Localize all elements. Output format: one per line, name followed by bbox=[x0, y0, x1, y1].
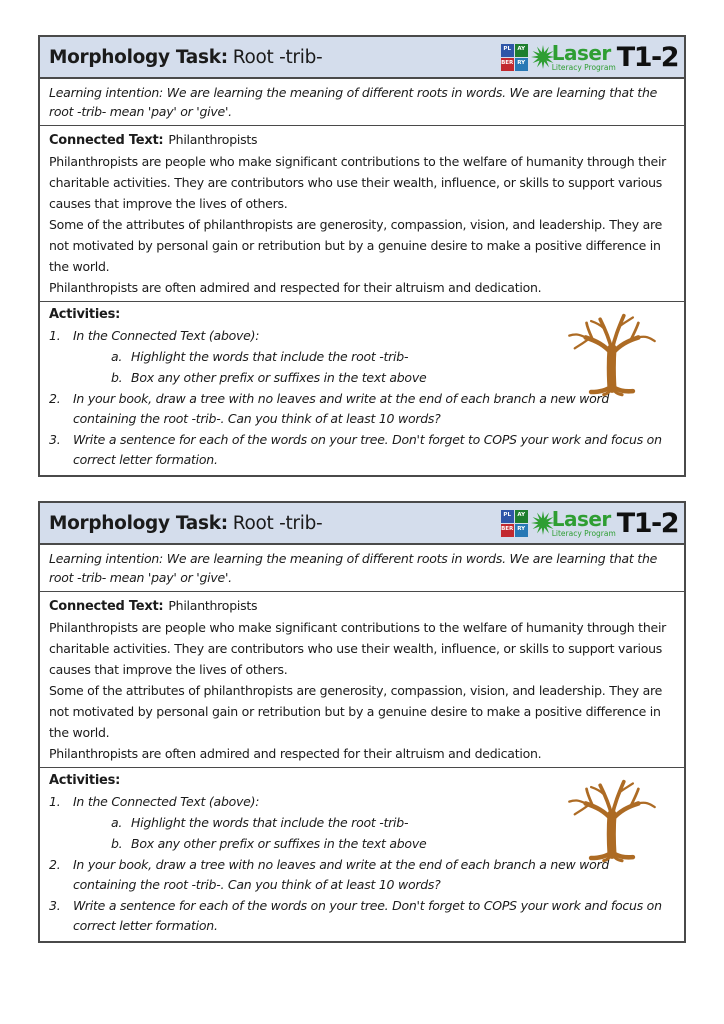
page-title bbox=[49, 47, 322, 68]
list-item bbox=[49, 430, 675, 470]
connected-text-title: Philanthropists bbox=[168, 132, 258, 147]
page-title bbox=[49, 513, 322, 534]
list-item bbox=[49, 896, 675, 936]
item-text: Write a sentence for each of the words on your tree. Don't forget to COPS your work and focus on correct letter formation. bbox=[73, 432, 662, 467]
puzzle-tile: AY bbox=[515, 510, 528, 523]
bare-tree-icon bbox=[562, 772, 662, 864]
puzzle-tile: PL bbox=[501, 510, 514, 523]
item-marker: 1. bbox=[49, 794, 61, 809]
connected-text-heading bbox=[49, 129, 675, 151]
laser-name: Laser bbox=[551, 506, 611, 531]
activities-label: Activities: bbox=[49, 773, 121, 788]
laser-name: Laser bbox=[551, 40, 611, 65]
term-tag: T1-2 bbox=[616, 507, 678, 539]
title-root: Root -trib- bbox=[232, 46, 323, 68]
item-text: Highlight the words that include the root -trib- bbox=[131, 349, 409, 364]
title-label: Morphology Task: bbox=[49, 512, 228, 534]
item-text: Write a sentence for each of the words on your tree. Don't forget to COPS your work and focus on correct letter formation. bbox=[73, 898, 662, 933]
item-text: In your book, draw a tree with no leaves and write at the end of each branch a new word containing the root -trib-. Can you think of at least 10 words? bbox=[73, 857, 610, 892]
laser-subtitle: Literacy Program bbox=[551, 62, 616, 72]
item-marker: a. bbox=[111, 815, 123, 830]
activities-section bbox=[40, 302, 684, 475]
connected-text-section bbox=[40, 592, 684, 768]
connected-text-label: Connected Text: bbox=[49, 133, 164, 148]
item-marker: b. bbox=[111, 370, 123, 385]
puzzle-tile: BER bbox=[501, 524, 514, 537]
paragraph: Some of the attributes of philanthropists are generosity, compassion, vision, and leadership. They are not motivated by personal gain or retribution but by a genuine desire to make a positive difference in the world. bbox=[49, 217, 663, 274]
activities-section bbox=[40, 768, 684, 941]
item-text: In the Connected Text (above): bbox=[73, 794, 260, 809]
item-marker: 3. bbox=[49, 432, 61, 447]
item-text: In the Connected Text (above): bbox=[73, 328, 260, 343]
laser-literacy-logo bbox=[501, 506, 678, 539]
term-tag: T1-2 bbox=[616, 41, 678, 73]
puzzle-tile: RY bbox=[515, 524, 528, 537]
task-card-1 bbox=[38, 35, 686, 477]
item-marker: b. bbox=[111, 836, 123, 851]
card-header bbox=[40, 503, 684, 545]
laser-subtitle: Literacy Program bbox=[551, 528, 616, 538]
puzzle-tile: RY bbox=[515, 58, 528, 71]
paragraph: Some of the attributes of philanthropists are generosity, compassion, vision, and leadership. They are not motivated by personal gain or retribution but by a genuine desire to make a positive difference in the world. bbox=[49, 683, 663, 740]
connected-text-title: Philanthropists bbox=[168, 598, 258, 613]
paragraph: Philanthropists are often admired and respected for their altruism and dedication. bbox=[49, 280, 542, 295]
learning-intention: Learning intention: We are learning the meaning of different roots in words. We are learning that the root -trib- mean 'pay' or 'give'. bbox=[40, 79, 684, 126]
laser-wordmark bbox=[551, 40, 616, 72]
puzzle-tile: AY bbox=[515, 44, 528, 57]
item-text: Box any other prefix or suffixes in the text above bbox=[131, 370, 427, 385]
item-marker: 3. bbox=[49, 898, 61, 913]
item-text: In your book, draw a tree with no leaves and write at the end of each branch a new word containing the root -trib-. Can you think of at least 10 words? bbox=[73, 391, 610, 426]
playberry-puzzle-icon bbox=[501, 510, 528, 537]
item-marker: 2. bbox=[49, 857, 61, 872]
item-marker: a. bbox=[111, 349, 123, 364]
playberry-puzzle-icon bbox=[501, 44, 528, 71]
item-marker: 1. bbox=[49, 328, 61, 343]
item-text: Box any other prefix or suffixes in the text above bbox=[131, 836, 427, 851]
connected-text-heading bbox=[49, 595, 675, 617]
title-label: Morphology Task: bbox=[49, 46, 228, 68]
item-text: Highlight the words that include the root -trib- bbox=[131, 815, 409, 830]
laser-literacy-logo bbox=[501, 40, 678, 73]
connected-text-section bbox=[40, 126, 684, 302]
laser-wordmark bbox=[551, 506, 616, 538]
activities-label: Activities: bbox=[49, 307, 121, 322]
paragraph: Philanthropists are people who make significant contributions to the welfare of humanity through their charitable activities. They are contributors who use their wealth, influence, or skills to support various causes that improve the lives of others. bbox=[49, 154, 667, 211]
item-marker: 2. bbox=[49, 391, 61, 406]
puzzle-tile: PL bbox=[501, 44, 514, 57]
card-header bbox=[40, 37, 684, 79]
paragraph: Philanthropists are often admired and respected for their altruism and dedication. bbox=[49, 746, 542, 761]
connected-text-label: Connected Text: bbox=[49, 599, 164, 614]
learning-intention: Learning intention: We are learning the meaning of different roots in words. We are learning that the root -trib- mean 'pay' or 'give'. bbox=[40, 545, 684, 592]
title-root: Root -trib- bbox=[232, 512, 323, 534]
paragraph: Philanthropists are people who make significant contributions to the welfare of humanity through their charitable activities. They are contributors who use their wealth, influence, or skills to support various causes that improve the lives of others. bbox=[49, 620, 667, 677]
task-card-2 bbox=[38, 501, 686, 943]
bare-tree-icon bbox=[562, 306, 662, 398]
puzzle-tile: BER bbox=[501, 58, 514, 71]
